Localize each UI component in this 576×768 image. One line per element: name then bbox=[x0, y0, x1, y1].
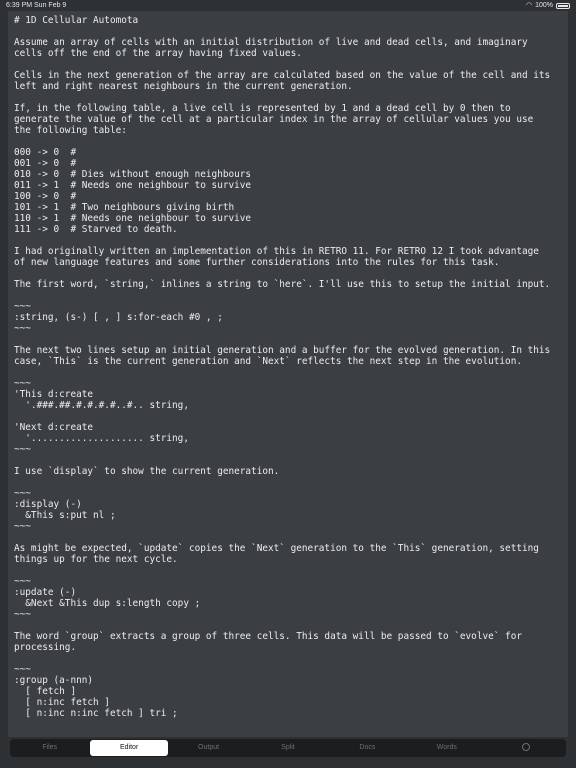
tab-words[interactable]: Words bbox=[436, 744, 457, 751]
editor-text[interactable]: # 1D Cellular Automota Assume an array of cells with an initial distribution of live and dead cells, and imaginary cells off the end of the array having fixed values. Cells in the next generation of the array are calculated based on the value of the cell and its left and right nearest neighbours in the current generation. If, in the following table, a live cell is represented by 1 and a dead cell by 0 then to generate the value of the cell at a particular index in the array of cellular values you use the following table: 000 -> 0 # 001 -> 0 # 010 -> 0 # Dies without enough neighbours 011 -> 1 # Needs one neighbour to survive 100 -> 0 # 101 -> 1 # Two neighbours giving birth 110 -> 1 # Needs one neighbour to survive 111 -> 0 # Starved to death. I had originally written an implementation of this in RETRO 11. For RETRO 12 I took advantage of new language features and some further considerations into the rules for this task. The first word, `string,` inlines a string to `here`. I'll use this to setup the initial input. ~~~ :string, (s-) [ , ] s:for-each #0 , ; ~~~ The next two lines setup an initial generation and a buffer for the evolved generation. In this case, `This` is the current generation and `Next` reflects the next step in the evolution. ~~~ 'This d:create '.###.##.#.#.#.#..#.. string, 'Next d:create '.................... string, ~~~ I use `display` to show the current generation. ~~~ :display (-) &This s:put nl ; ~~~ As might be expected, `update` copies the `Next` generation to the `This` generation, setting things up for the next cycle. ~~~ :update (-) &Next &This dup s:length copy ; ~~~ The word `group` extracts a group of three cells. This data will be passed to `evolve` for processing. ~~~ :group (a-nnn) [ fetch ] [ n:inc fetch ] [ n:inc n:inc fetch ] tri ; bbox=[14, 15, 551, 719]
tab-bar bbox=[10, 739, 566, 757]
status-right bbox=[526, 0, 570, 11]
tab-settings[interactable] bbox=[488, 740, 565, 756]
battery-icon bbox=[556, 3, 570, 9]
code-editor[interactable] bbox=[8, 11, 568, 737]
tab-files[interactable]: Files bbox=[42, 744, 58, 751]
tab-editor[interactable]: Editor bbox=[90, 740, 167, 756]
home-indicator-area bbox=[0, 757, 576, 768]
tab-split[interactable]: Split bbox=[281, 744, 295, 751]
status-bar bbox=[0, 0, 576, 11]
wifi-icon: ◠ bbox=[525, 2, 533, 9]
gear-icon bbox=[522, 743, 530, 751]
tab-output[interactable]: Output bbox=[198, 744, 220, 751]
tab-docs[interactable]: Docs bbox=[359, 744, 376, 751]
status-time-date: 6:39 PM Sun Feb 9 bbox=[6, 2, 67, 9]
battery-percent: 100% bbox=[535, 2, 553, 9]
